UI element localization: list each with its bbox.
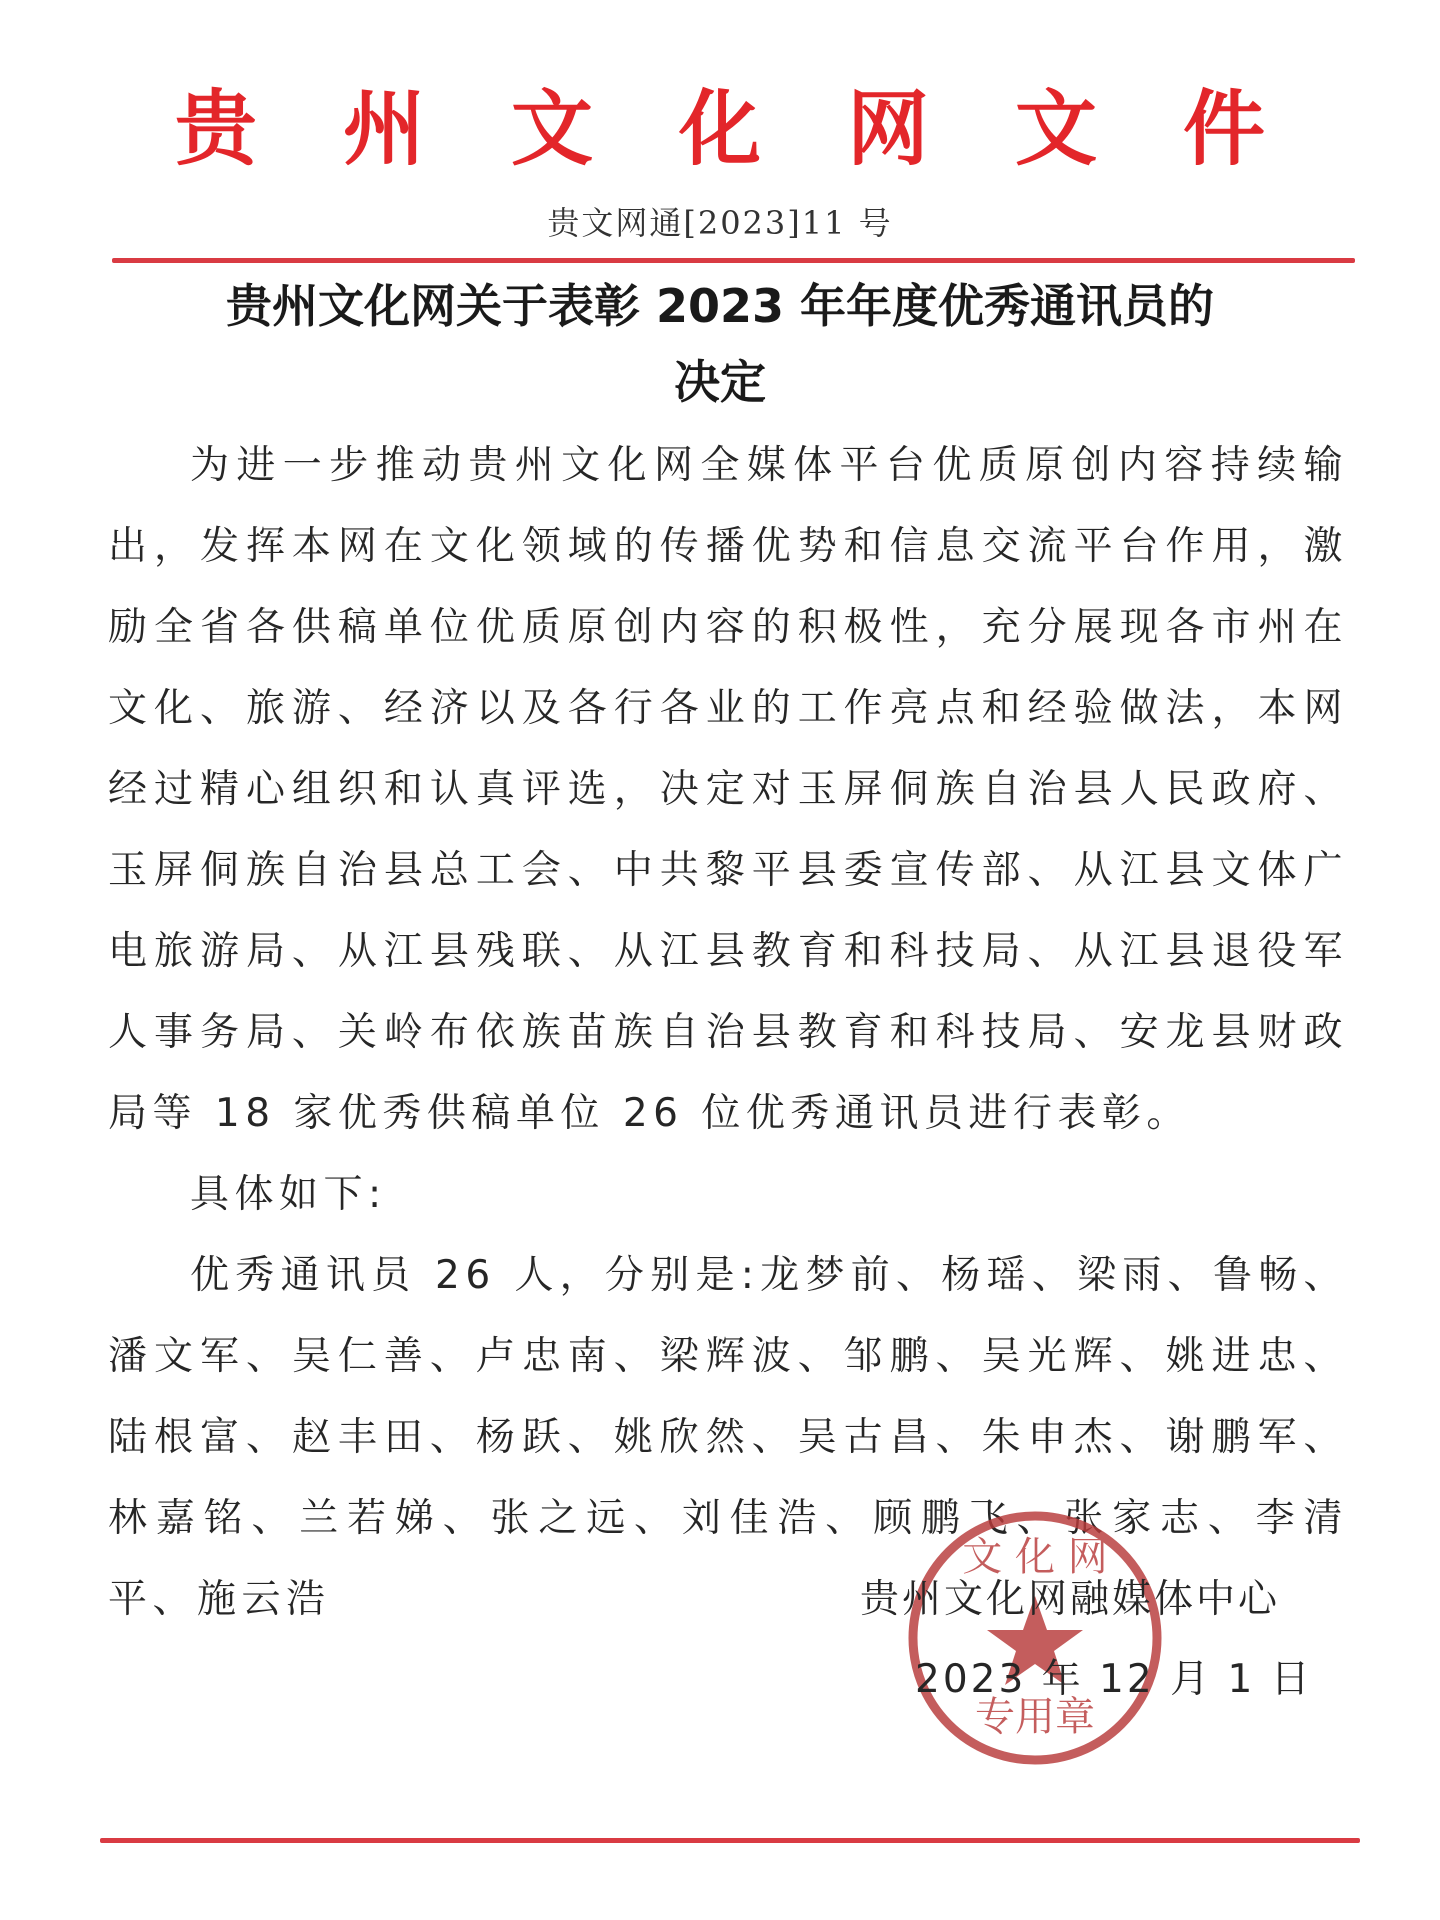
- details-heading: 具体如下:: [190, 1172, 387, 1217]
- document-title: [140, 268, 1300, 420]
- awardee-list: 优秀通讯员 26 人，分别是:龙梦前、杨瑶、梁雨、鲁畅、潘文军、吴仁善、卢忠南、梁辉波、邹鹏、吴光辉、姚进忠、陆根富、赵丰田、杨跃、姚欣然、吴古昌、朱申杰、谢鹏军、林嘉铭、兰若娣、张之远、刘佳浩、顾鹏飞、张家志、李清平、施云浩: [108, 1253, 1348, 1622]
- document-number: 贵文网通[2023]11 号: [547, 204, 893, 242]
- title-line-1: 贵州文化网关于表彰 2023 年年度优秀通讯员的: [225, 279, 1215, 333]
- intro-paragraph: 为进一步推动贵州文化网全媒体平台优质原创内容持续输出，发挥本网在文化领域的传播优势和信息交流平台作用，激励全省各供稿单位优质原创内容的积极性，充分展现各市州在文化、旅游、经济以及各行各业的工作亮点和经验做法，本网经过精心组织和认真评选，决定对玉屏侗族自治县人民政府、玉屏侗族自治县总工会、中共黎平县委宣传部、从江县文体广电旅游局、从江县残联、从江县教育和科技局、从江县退役军人事务局、关岭布依族苗族自治县教育和科技局、安龙县财政局等 18 家优秀供稿单位 26 位优秀通讯员进行表彰。: [108, 443, 1348, 1136]
- masthead-char: 化: [678, 82, 761, 177]
- masthead-char: 贵: [174, 82, 257, 177]
- seal-bottom-text: 专用章: [975, 1694, 1095, 1740]
- signing-date: 2023 年 12 月 1 日: [915, 1657, 1313, 1702]
- masthead-char: 文: [1014, 82, 1097, 177]
- masthead: [0, 80, 1440, 180]
- masthead-char: 网: [846, 82, 929, 177]
- seal-top-text: 文 化 网: [962, 1534, 1108, 1580]
- official-seal: [905, 1508, 1165, 1768]
- document-body: [108, 425, 1348, 1640]
- masthead-char: 文: [510, 82, 593, 177]
- top-divider: [112, 258, 1355, 263]
- bottom-divider: [100, 1838, 1360, 1843]
- signing-organization: 贵州文化网融媒体中心: [860, 1577, 1281, 1622]
- masthead-char: 州: [342, 82, 425, 177]
- title-line-2: 决定: [674, 355, 766, 409]
- masthead-char: 件: [1182, 82, 1265, 177]
